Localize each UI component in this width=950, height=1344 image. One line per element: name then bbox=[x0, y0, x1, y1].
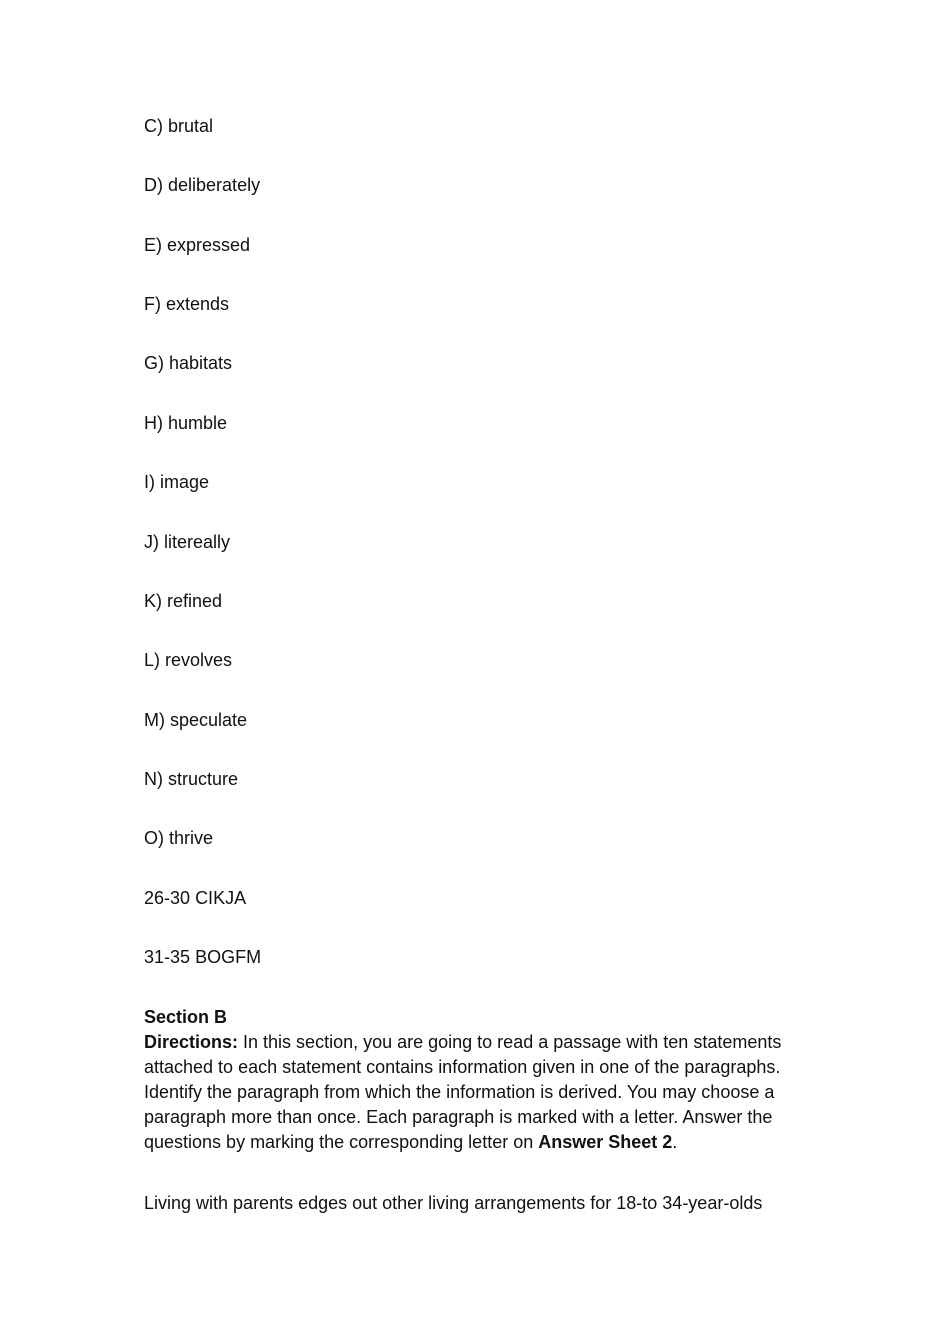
option-f bbox=[144, 293, 229, 315]
option-l bbox=[144, 649, 232, 671]
option-e bbox=[144, 234, 250, 256]
option-n bbox=[144, 768, 238, 790]
option-letter: J) bbox=[144, 532, 159, 552]
option-word: expressed bbox=[167, 235, 251, 255]
option-word: speculate bbox=[170, 710, 248, 730]
option-k bbox=[144, 590, 222, 612]
passage-title: Living with parents edges out other living arrangements for 18-to 34-year-olds bbox=[144, 1193, 763, 1213]
answer-key-26-30 bbox=[144, 887, 246, 909]
option-word: image bbox=[160, 472, 210, 492]
option-word: extends bbox=[166, 294, 230, 314]
answer-range: 26-30 bbox=[144, 888, 191, 908]
option-word: habitats bbox=[169, 353, 233, 373]
option-word: litereally bbox=[164, 532, 231, 552]
answer-letters: BOGFM bbox=[195, 947, 262, 967]
directions-text: In this section, you are going to read a passage with ten statements attached to each statement contains information given in one of the paragraphs. Identify the paragraph from which the information is derived. You may choose a paragraph more than once. Each paragraph is marked with a letter. Answer the questions by marking the corresponding letter on bbox=[144, 1032, 782, 1152]
option-word: deliberately bbox=[168, 175, 261, 195]
option-word: revolves bbox=[165, 650, 233, 670]
option-letter: I) bbox=[144, 472, 155, 492]
option-word: structure bbox=[168, 769, 239, 789]
directions-label: Directions: bbox=[144, 1032, 239, 1052]
section-b-block bbox=[144, 1005, 804, 1155]
option-word: refined bbox=[167, 591, 223, 611]
option-letter: M) bbox=[144, 710, 165, 730]
option-letter: H) bbox=[144, 413, 163, 433]
answer-range: 31-35 bbox=[144, 947, 191, 967]
option-letter: F) bbox=[144, 294, 161, 314]
answer-sheet-label: Answer Sheet 2 bbox=[538, 1132, 673, 1152]
option-h bbox=[144, 412, 227, 434]
directions-end-period: . bbox=[672, 1132, 678, 1152]
option-letter: K) bbox=[144, 591, 162, 611]
option-g bbox=[144, 352, 232, 374]
option-i bbox=[144, 471, 209, 493]
option-o bbox=[144, 827, 213, 849]
option-letter: L) bbox=[144, 650, 161, 670]
option-letter: O) bbox=[144, 828, 164, 848]
answer-letters: CIKJA bbox=[195, 888, 247, 908]
option-j bbox=[144, 531, 230, 553]
option-word: thrive bbox=[169, 828, 214, 848]
option-word: brutal bbox=[168, 116, 214, 136]
option-letter: E) bbox=[144, 235, 162, 255]
option-letter: D) bbox=[144, 175, 163, 195]
option-letter: G) bbox=[144, 353, 164, 373]
option-c bbox=[144, 115, 213, 137]
section-title: Section B bbox=[144, 1007, 228, 1027]
option-d bbox=[144, 174, 260, 196]
option-m bbox=[144, 709, 247, 731]
answer-key-31-35 bbox=[144, 946, 261, 968]
option-word: humble bbox=[168, 413, 228, 433]
option-letter: N) bbox=[144, 769, 163, 789]
option-letter: C) bbox=[144, 116, 163, 136]
